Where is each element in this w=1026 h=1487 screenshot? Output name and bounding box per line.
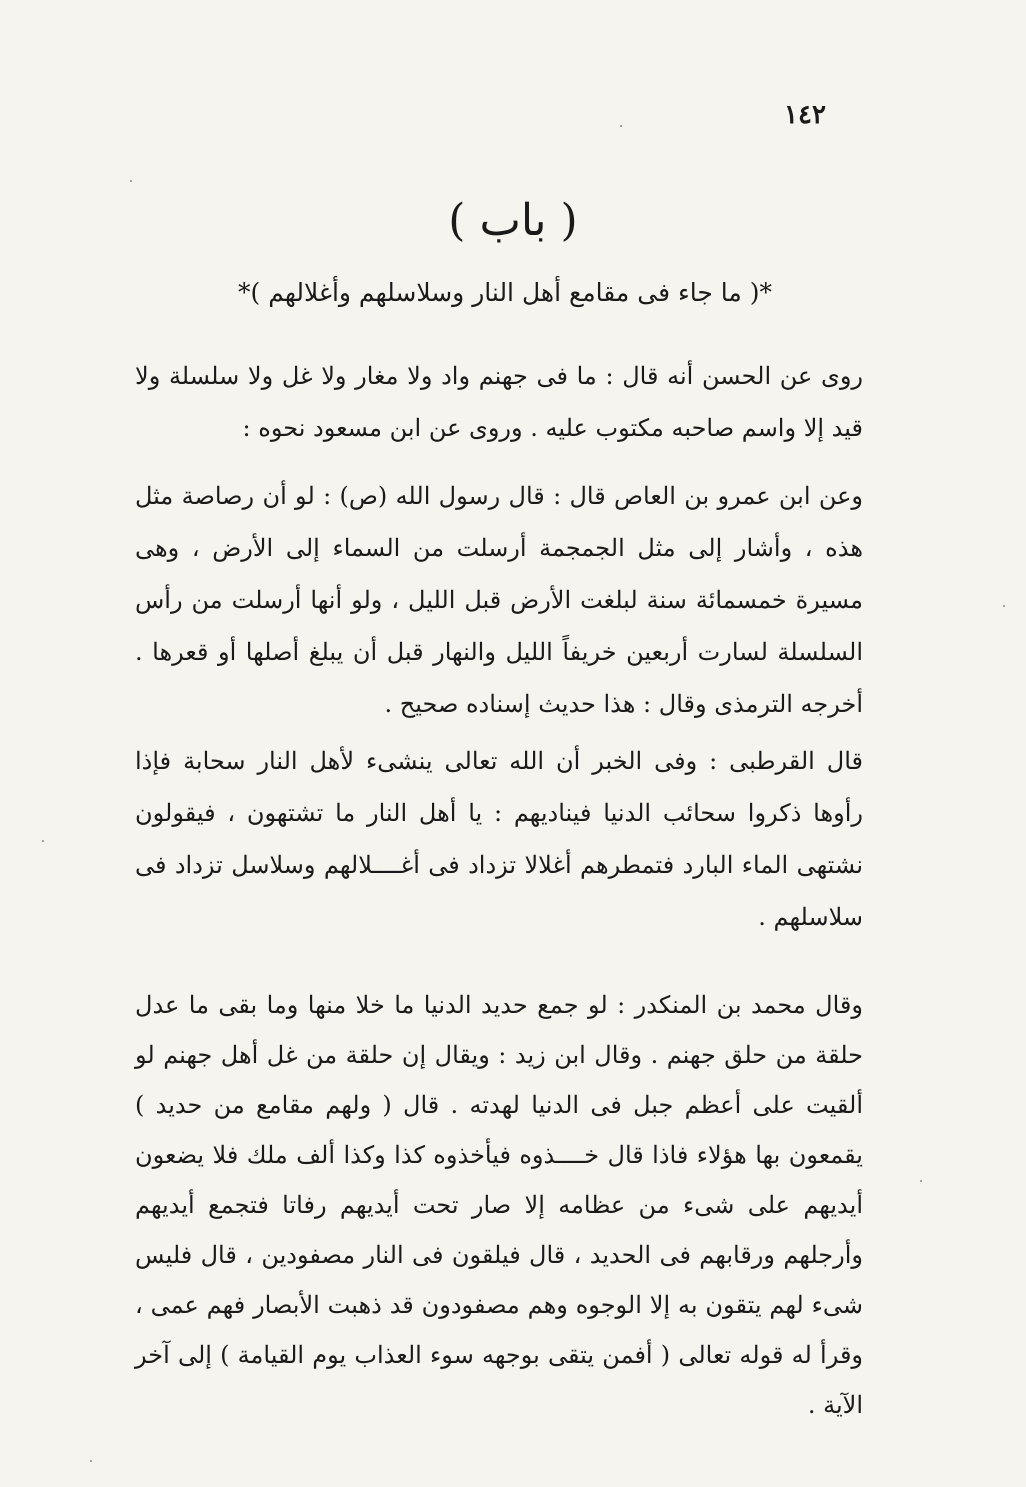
paper-speck bbox=[130, 180, 132, 182]
paragraph-4: وقال محمد بن المنكدر : لو جمع حديد الدنيا ما خلا منها وما بقى ما عدل حلقة من حلق جهنم . وقال ابن زيد : ويقال إن حلقة من غل أهل جهنم لو ألقيت على أعظم جبل فى الدنيا لهدته . قال ( ولهم مقامع من حديد ) يقمعون بها هؤلاء فاذا قال خــــذوه فيأخذوه كذا وكذا ألف ملك فلا يضعون أيديهم على شىء من عظامه إلا صار تحت أيديهم رفاتا فتجمع أيديهم وأرجلهم ورقابهم فى الحديد ، قال فيلقون فى النار مصفودين ، قال فليس شىء لهم يتقون به إلا الوجوه وهم مصفودون قد ذهبت الأبصار فهم عمى ، وقرأ له قوله تعالى ( أفمن يتقى بوجهه سوء العذاب يوم القيامة ) إلى آخر الآية . bbox=[135, 991, 863, 1419]
paper-speck bbox=[920, 1180, 922, 1182]
paper-speck bbox=[620, 125, 622, 127]
paper-speck bbox=[90, 1460, 92, 1462]
chapter-subtitle: *( ما جاء فى مقامع أهل النار وسلاسلهم وأغلالهم )* bbox=[238, 278, 772, 307]
page-number: ١٤٢ bbox=[784, 100, 826, 130]
chapter-title: ( باب ) bbox=[448, 195, 578, 246]
paragraph-2: وعن ابن عمرو بن العاص قال : قال رسول الله (ص) : لو أن رصاصة مثل هذه ، وأشار إلى مثل الجمجمة أرسلت من السماء إلى الأرض ، وهى مسيرة خمسمائة سنة لبلغت الأرض قبل الليل ، ولو أنها أرسلت من رأس السلسلة لسارت أربعين خريفاً الليل والنهار قبل أن يبلغ أصلها أو قعرها . أخرجه الترمذى وقال : هذا حديث إسناده صحيح . bbox=[135, 482, 863, 718]
paper-speck bbox=[1003, 605, 1005, 607]
paragraph-1: روى عن الحسن أنه قال : ما فى جهنم واد ولا مغار ولا غل ولا سلسلة ولا قيد إلا واسم صاحبه مكتوب عليه . وروى عن ابن مسعود نحوه : bbox=[135, 362, 863, 442]
paper-speck bbox=[42, 840, 44, 842]
paragraph-3: قال القرطبى : وفى الخبر أن الله تعالى ينشىء لأهل النار سحابة فإذا رأوها ذكروا سحائب الدنيا فيناديهم : يا أهل النار ما تشتهون ، فيقولون نشتهى الماء البارد فتمطرهم أغلالا تزداد فى أغــــلالهم وسلاسل تزداد فى سلاسلهم . bbox=[135, 747, 863, 931]
